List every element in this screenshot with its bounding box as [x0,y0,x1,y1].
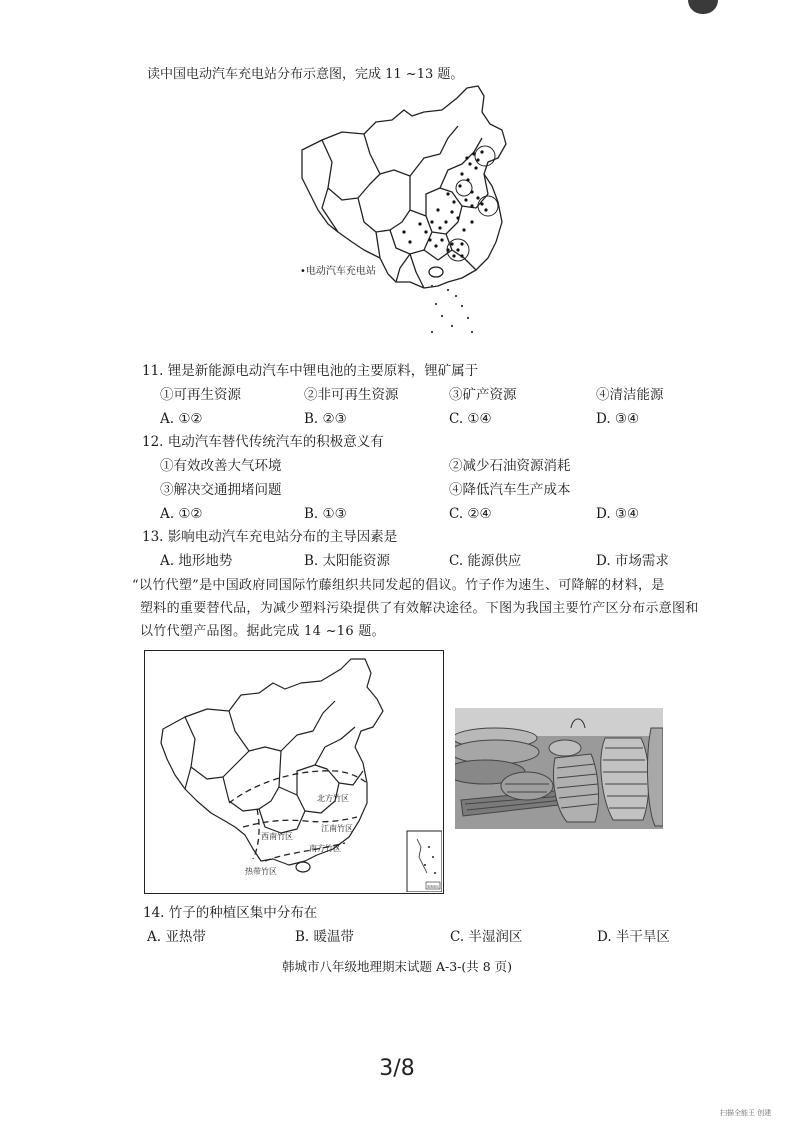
q11-stem: 11. 锂是新能源电动汽车中锂电池的主要原料，锂矿属于 [142,363,479,379]
hainan-island [429,267,443,277]
q12-item-2: ②减少石油资源消耗 [449,458,571,474]
q12-option-d: D. ③④ [596,506,640,522]
q14-option-d: D. 半干旱区 [597,929,670,945]
intro-11-13: 读中国电动汽车充电站分布示意图，完成 11 ~13 题。 [147,67,464,82]
region-tropical-label: 热带竹区 [245,867,277,876]
q12-option-a: A. ①② [160,506,203,522]
passage-14-16 [132,574,699,643]
q14-option-a: A. 亚热带 [147,929,206,945]
q12-option-c: C. ②④ [449,506,492,522]
q11-item-3: ③矿产资源 [449,387,517,403]
q11-option-b: B. ②③ [304,411,347,427]
map1-legend: •电动汽车充电站 [300,266,376,277]
q12-stem: 12. 电动汽车替代传统汽车的积极意义有 [142,434,384,450]
bamboo-west-boundary [253,809,259,859]
q11-option-a: A. ①② [160,411,203,427]
q11-item-1: ①可再生资源 [160,387,241,403]
exam-footer: 韩城市八年级地理期末试题 A-3-(共 8 页) [281,959,513,974]
page-number: 3/8 [379,1056,415,1081]
q14-option-c: C. 半湿润区 [450,929,523,945]
q11-option-d: D. ③④ [596,411,640,427]
q14-option-b: B. 暖温带 [295,929,355,945]
south-sea-islands [431,285,473,333]
q14-stem: 14. 竹子的种植区集中分布在 [143,905,318,921]
q13-option-a: A. 地形地势 [160,553,233,569]
passage-line-3: 以竹代塑产品图。据此完成 14 ~16 题。 [140,624,385,639]
region-southwest-label: 西南竹区 [261,832,293,841]
region-jiangnan-label: 江南竹区 [321,824,353,833]
china-outline [302,86,506,288]
q12-item-3: ③解决交通拥堵问题 [160,482,282,498]
q13-option-d: D. 市场需求 [596,553,669,569]
q13-option-c: C. 能源供应 [449,553,522,569]
q13-option-b: B. 太阳能资源 [304,553,391,569]
charging-station-dots [402,150,487,257]
south-sea-inset [407,831,442,892]
inset-label: 南海诸岛 [427,884,440,889]
passage-line-1: “以竹代塑”是中国政府同国际竹藤组织共同发起的倡议。竹子作为速生、可降解的材料，是 [132,578,665,593]
bamboo-products-photo [455,708,663,829]
china-ev-charging-map [292,82,514,342]
q13-stem: 13. 影响电动汽车充电站分布的主导因素是 [142,529,398,545]
q11-item-2: ②非可再生资源 [304,387,399,403]
bamboo-region-map [144,650,444,894]
region-south-label: 南方竹区 [309,844,341,853]
q12-item-1: ①有效改善大气环境 [160,458,282,474]
scan-corner-mark [688,0,718,14]
q12-item-4: ④降低汽车生产成本 [449,482,571,498]
region-north-label: 北方竹区 [317,794,349,803]
q12-option-b: B. ①③ [304,506,347,522]
q11-item-4: ④清洁能源 [596,387,664,403]
passage-line-2: 塑料的重要替代品，为减少塑料污染提供了有效解决途径。下图为我国主要竹产区分布示意图和 [140,601,699,616]
scanner-watermark: 扫描全能王 创建 [720,1109,772,1117]
q11-option-c: C. ①④ [449,411,492,427]
